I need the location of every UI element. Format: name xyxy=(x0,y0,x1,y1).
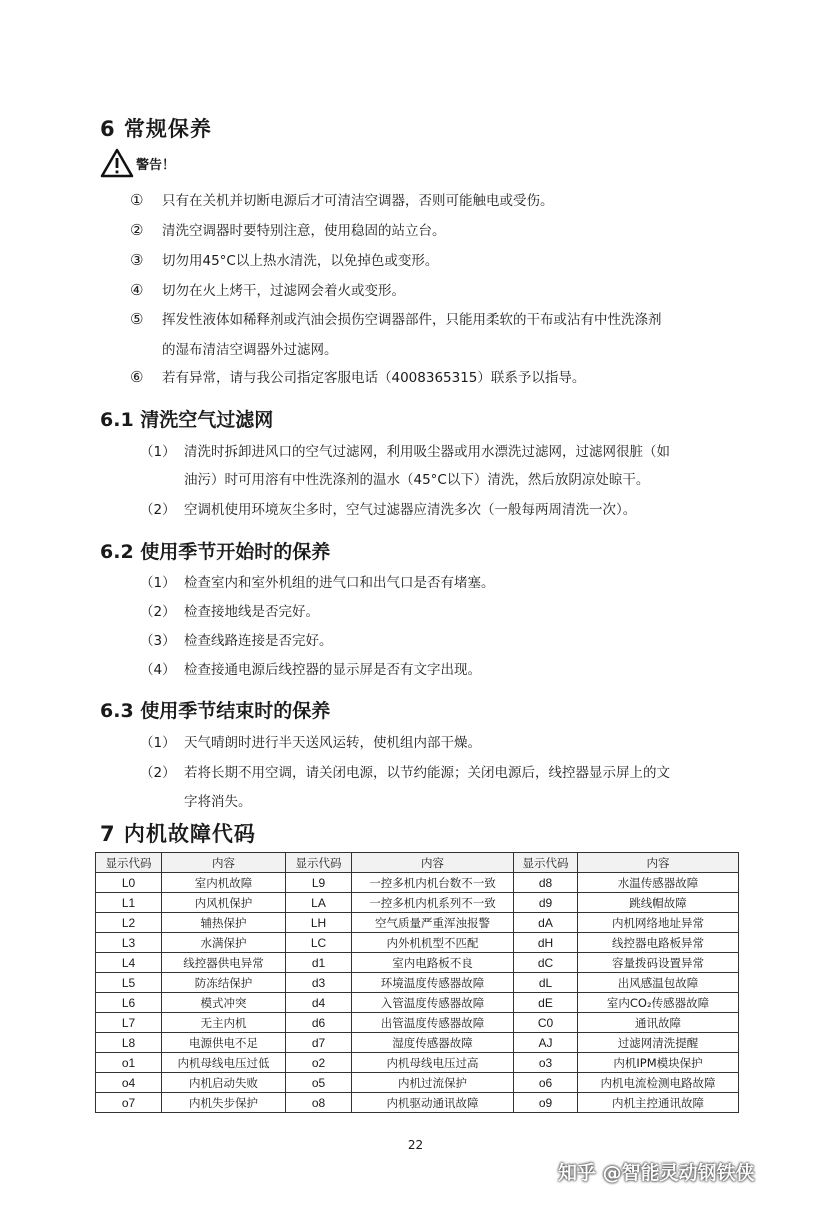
fault-description-cell: 内机母线电压过高 xyxy=(352,1053,514,1073)
section-6-1-title: 6.1 清洗空气过滤网 xyxy=(100,409,274,431)
fault-description-cell: 过滤网清洗提醒 xyxy=(578,1033,739,1053)
fault-description-cell: 线控器电路板异常 xyxy=(578,933,739,953)
fault-description-cell: 跳线帽故障 xyxy=(578,893,739,913)
page-number: 22 xyxy=(407,1138,424,1152)
section-6-title: 6 常规保养 xyxy=(100,117,212,141)
fault-description-cell: 湿度传感器故障 xyxy=(352,1033,514,1053)
table-header-row xyxy=(96,853,739,873)
fault-code-cell: o1 xyxy=(96,1053,162,1073)
fault-code-cell: o9 xyxy=(514,1093,578,1113)
list-item: （2） 检查接地线是否完好。 xyxy=(140,604,319,620)
header-code: 显示代码 xyxy=(286,853,352,873)
fault-description-cell: 线控器供电异常 xyxy=(162,953,286,973)
fault-code-cell: d4 xyxy=(286,993,352,1013)
fault-code-cell: d3 xyxy=(286,973,352,993)
fault-code-cell: L8 xyxy=(96,1033,162,1053)
header-content: 内容 xyxy=(352,853,514,873)
fault-description-cell: 水温传感器故障 xyxy=(578,873,739,893)
fault-code-cell: dA xyxy=(514,913,578,933)
fault-description-cell: 内机过流保护 xyxy=(352,1073,514,1093)
fault-description-cell: 一控多机内机台数不一致 xyxy=(352,873,514,893)
fault-description-cell: 室内机故障 xyxy=(162,873,286,893)
fault-code-cell: L4 xyxy=(96,953,162,973)
fault-description-cell: 模式冲突 xyxy=(162,993,286,1013)
table-row xyxy=(96,893,739,913)
fault-code-cell: L0 xyxy=(96,873,162,893)
fault-code-cell: o3 xyxy=(514,1053,578,1073)
warning-item: ② 清洗空调器时要特别注意，使用稳固的站立台。 xyxy=(130,221,446,239)
fault-code-cell: dH xyxy=(514,933,578,953)
table-row xyxy=(96,1053,739,1073)
fault-code-cell: d7 xyxy=(286,1033,352,1053)
table-row xyxy=(96,1013,739,1033)
list-item: （4） 检查接通电源后线控器的显示屏是否有文字出现。 xyxy=(140,662,481,678)
fault-description-cell: 室内CO₂传感器故障 xyxy=(578,993,739,1013)
fault-description-cell: 电源供电不足 xyxy=(162,1033,286,1053)
fault-code-cell: L3 xyxy=(96,933,162,953)
table-row xyxy=(96,873,739,893)
table-row xyxy=(96,1073,739,1093)
fault-code-cell: d1 xyxy=(286,953,352,973)
fault-description-cell: 室内电路板不良 xyxy=(352,953,514,973)
header-code: 显示代码 xyxy=(96,853,162,873)
table-row xyxy=(96,1033,739,1053)
fault-code-cell: o5 xyxy=(286,1073,352,1093)
fault-code-cell: L1 xyxy=(96,893,162,913)
fault-description-cell: 内外机机型不匹配 xyxy=(352,933,514,953)
fault-description-cell: 水满保护 xyxy=(162,933,286,953)
fault-code-cell: o7 xyxy=(96,1093,162,1113)
fault-description-cell: 内机电流检测电路故障 xyxy=(578,1073,739,1093)
fault-code-cell: o6 xyxy=(514,1073,578,1093)
warning-item: ① 只有在关机并切断电源后才可清洁空调器，否则可能触电或受伤。 xyxy=(130,191,554,209)
section-6-2-title: 6.2 使用季节开始时的保养 xyxy=(100,541,331,563)
header-content: 内容 xyxy=(162,853,286,873)
list-item: （1） 清洗时拆卸进风口的空气过滤网，利用吸尘器或用水漂洗过滤网，过滤网很脏（如 xyxy=(140,444,670,460)
fault-code-table xyxy=(95,852,739,1113)
fault-code-cell: L2 xyxy=(96,913,162,933)
warning-item: ⑤ 挥发性液体如稀释剂或汽油会损伤空调器部件，只能用柔软的干布或沾有中性洗涤剂 xyxy=(130,310,662,328)
fault-description-cell: 环境温度传感器故障 xyxy=(352,973,514,993)
fault-code-cell: L7 xyxy=(96,1013,162,1033)
fault-code-cell: dC xyxy=(514,953,578,973)
list-item: （2） 空调机使用环境灰尘多时，空气过滤器应清洗多次（一般每两周清洗一次）。 xyxy=(140,502,637,518)
fault-description-cell: 通讯故障 xyxy=(578,1013,739,1033)
fault-code-cell: LC xyxy=(286,933,352,953)
list-item-continuation: 油污）时可用溶有中性洗涤剂的温水（45°C以下）清洗，然后放阴凉处晾干。 xyxy=(184,472,650,488)
fault-code-cell: AJ xyxy=(514,1033,578,1053)
fault-code-cell: L5 xyxy=(96,973,162,993)
fault-description-cell: 内机IPM模块保护 xyxy=(578,1053,739,1073)
fault-code-cell: LA xyxy=(286,893,352,913)
fault-description-cell: 出管温度传感器故障 xyxy=(352,1013,514,1033)
fault-code-cell: L9 xyxy=(286,873,352,893)
fault-description-cell: 容量拨码设置异常 xyxy=(578,953,739,973)
fault-code-cell: d6 xyxy=(286,1013,352,1033)
fault-description-cell: 内机母线电压过低 xyxy=(162,1053,286,1073)
watermark-text: 知乎 @智能灵动钢铁侠 xyxy=(558,1162,755,1184)
fault-code-cell: d9 xyxy=(514,893,578,913)
fault-code-cell: dL xyxy=(514,973,578,993)
fault-code-cell: C0 xyxy=(514,1013,578,1033)
warning-item: ③ 切勿用45°C以上热水清洗，以免掉色或变形。 xyxy=(130,251,439,269)
header-content: 内容 xyxy=(578,853,739,873)
list-item: （1） 天气晴朗时进行半天送风运转，使机组内部干燥。 xyxy=(140,735,481,751)
fault-description-cell: 内风机保护 xyxy=(162,893,286,913)
table-row xyxy=(96,953,739,973)
fault-code-cell: LH xyxy=(286,913,352,933)
header-code: 显示代码 xyxy=(514,853,578,873)
fault-description-cell: 无主内机 xyxy=(162,1013,286,1033)
list-item-continuation: 字将消失。 xyxy=(184,794,252,810)
fault-code-cell: o2 xyxy=(286,1053,352,1073)
warning-triangle-icon xyxy=(100,148,134,178)
table-row xyxy=(96,993,739,1013)
fault-description-cell: 内机网络地址异常 xyxy=(578,913,739,933)
fault-description-cell: 入管温度传感器故障 xyxy=(352,993,514,1013)
warning-header xyxy=(100,148,175,178)
table-row xyxy=(96,1093,739,1113)
table-row xyxy=(96,913,739,933)
warning-item-continuation: 的湿布清洁空调器外过滤网。 xyxy=(162,342,338,358)
table-row xyxy=(96,933,739,953)
list-item: （2） 若将长期不用空调，请关闭电源，以节约能源；关闭电源后，线控器显示屏上的文 xyxy=(140,765,670,781)
fault-description-cell: 防冻结保护 xyxy=(162,973,286,993)
fault-code-cell: dE xyxy=(514,993,578,1013)
fault-code-cell: d8 xyxy=(514,873,578,893)
fault-description-cell: 内机启动失败 xyxy=(162,1073,286,1093)
fault-description-cell: 内机驱动通讯故障 xyxy=(352,1093,514,1113)
fault-code-cell: o4 xyxy=(96,1073,162,1093)
section-7-title: 7 内机故障代码 xyxy=(100,822,256,846)
fault-description-cell: 出风感温包故障 xyxy=(578,973,739,993)
warning-item: ④ 切勿在火上烤干，过滤网会着火或变形。 xyxy=(130,281,405,299)
fault-code-cell: L6 xyxy=(96,993,162,1013)
fault-description-cell: 内机失步保护 xyxy=(162,1093,286,1113)
list-item: （3） 检查线路连接是否完好。 xyxy=(140,633,333,649)
fault-description-cell: 空气质量严重浑浊报警 xyxy=(352,913,514,933)
list-item: （1） 检查室内和室外机组的进气口和出气口是否有堵塞。 xyxy=(140,575,495,591)
warning-label: 警告！ xyxy=(136,157,176,173)
fault-description-cell: 内机主控通讯故障 xyxy=(578,1093,739,1113)
fault-description-cell: 辅热保护 xyxy=(162,913,286,933)
fault-code-cell: o8 xyxy=(286,1093,352,1113)
fault-description-cell: 一控多机内机系列不一致 xyxy=(352,893,514,913)
warning-item: ⑥ 若有异常，请与我公司指定客服电话（4008365315）联系予以指导。 xyxy=(130,368,586,386)
table-row xyxy=(96,973,739,993)
section-6-3-title: 6.3 使用季节结束时的保养 xyxy=(100,700,331,722)
